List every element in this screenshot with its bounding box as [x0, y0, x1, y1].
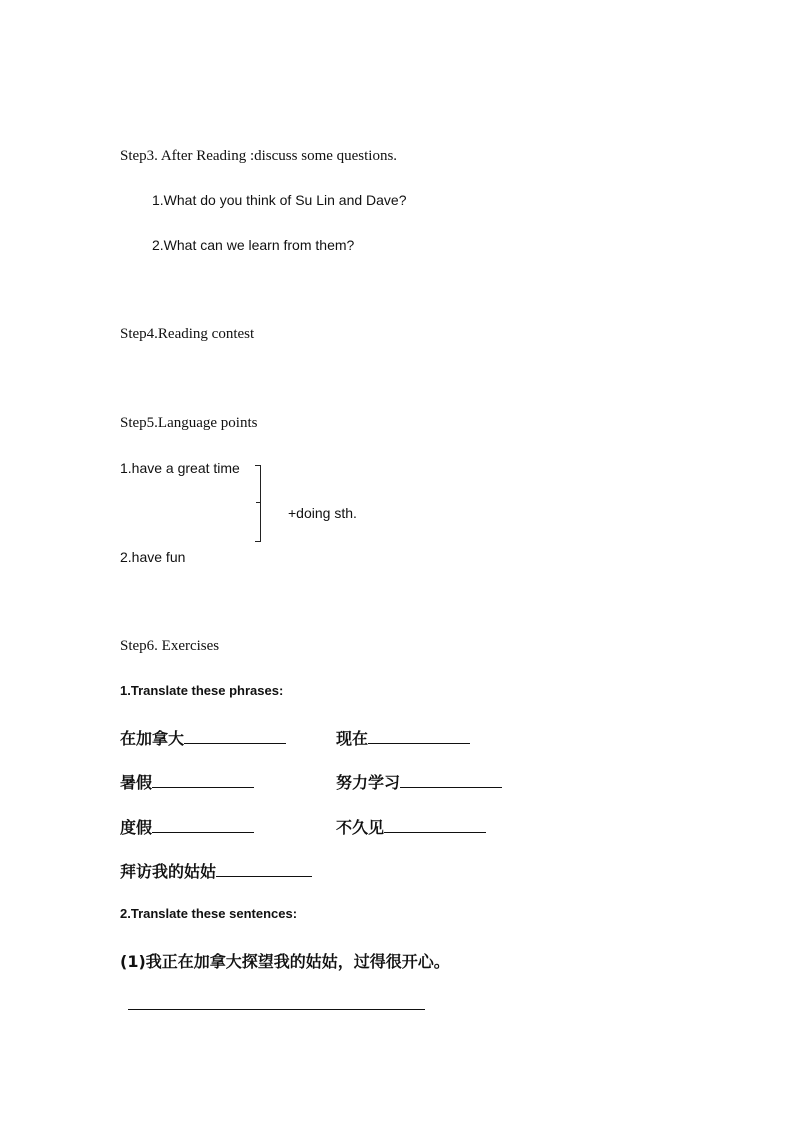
phrase-item	[336, 726, 470, 749]
phrase-text: 努力学习	[336, 773, 401, 792]
phrase-text: 不久见	[336, 818, 385, 837]
answer-blank[interactable]	[184, 729, 286, 744]
question-1: 1.What do you think of Su Lin and Dave?	[152, 192, 407, 208]
exercise-2-title: 2.Translate these sentences:	[120, 906, 298, 921]
bracket-tick	[256, 502, 261, 503]
answer-blank[interactable]	[368, 729, 470, 744]
sentence-1: (1)我正在加拿大探望我的姑姑，过得很开心。	[120, 952, 450, 971]
answer-blank[interactable]	[400, 773, 502, 788]
step4-heading: Step4.Reading contest	[120, 326, 255, 342]
phrase-text: 现在	[336, 729, 369, 748]
answer-blank[interactable]	[152, 773, 254, 788]
phrase-text: 拜访我的姑姑	[120, 862, 217, 881]
phrase-item	[120, 859, 312, 882]
step5-heading: Step5.Language points	[120, 415, 258, 431]
sentence-answer-line[interactable]	[128, 1009, 425, 1010]
exercise-1-title: 1.Translate these phrases:	[120, 683, 284, 698]
phrase-item	[120, 815, 254, 838]
phrase-text: 在加拿大	[120, 729, 185, 748]
answer-blank[interactable]	[152, 818, 254, 833]
phrase-item	[336, 770, 502, 793]
question-2: 2.What can we learn from them?	[152, 237, 355, 253]
step6-heading: Step6. Exercises	[120, 638, 220, 654]
language-point-suffix: +doing sth.	[288, 505, 357, 521]
answer-blank[interactable]	[216, 862, 312, 877]
answer-blank[interactable]	[384, 818, 486, 833]
phrase-text: 暑假	[120, 773, 153, 792]
phrase-text: 度假	[120, 818, 153, 837]
step3-heading: Step3. After Reading :discuss some questions.	[120, 148, 398, 164]
phrase-item	[336, 815, 486, 838]
language-point-2: 2.have fun	[120, 549, 186, 565]
phrase-item	[120, 726, 286, 749]
grouping-bracket	[255, 465, 261, 542]
phrase-item	[120, 770, 254, 793]
language-point-1: 1.have a great time	[120, 460, 240, 476]
